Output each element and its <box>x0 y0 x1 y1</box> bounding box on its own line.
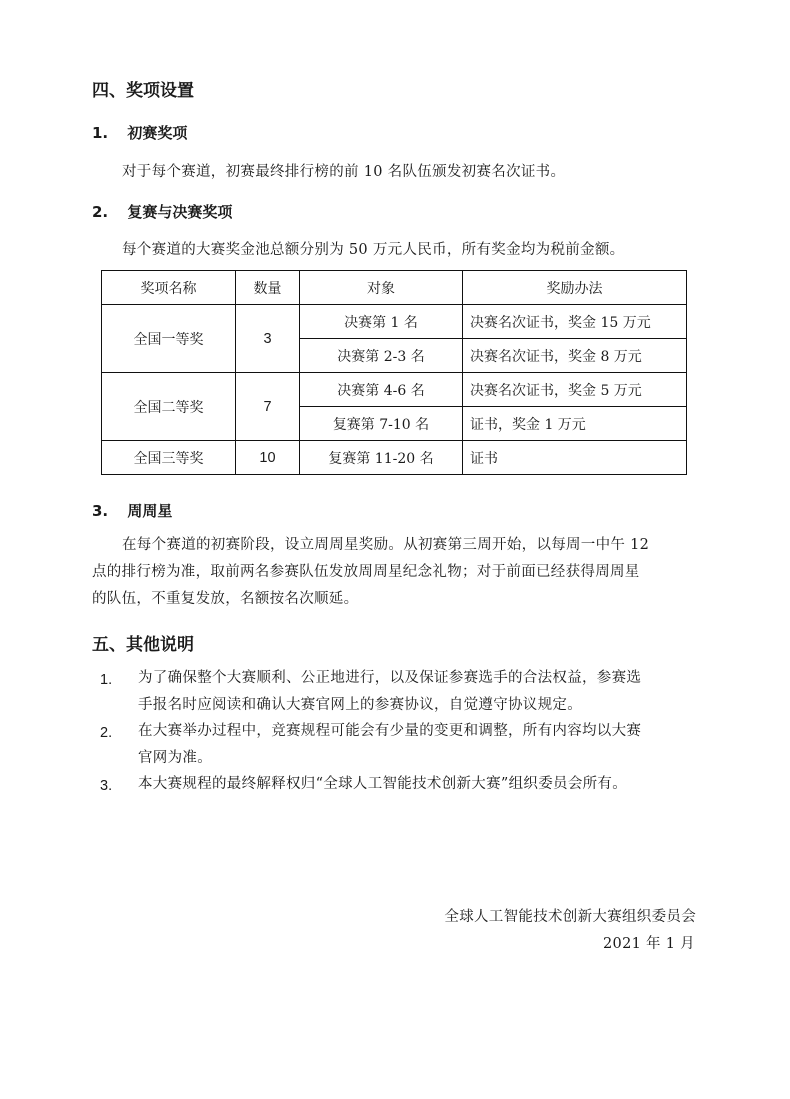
header-quantity: 数量 <box>236 271 300 305</box>
target-cell: 复赛第 11-20 名 <box>300 441 463 475</box>
sub-3-line-1: 在每个赛道的初赛阶段，设立周周星奖励。从初赛第三周开始，以每周一中午 12 <box>122 537 650 553</box>
sub-2-title: 复赛与决赛奖项 <box>127 203 233 221</box>
sub-3-line-2: 点的排行榜为准，取前两名参赛队伍发放周周星纪念礼物；对于前面已经获得周周星 <box>92 564 640 580</box>
award-name-cell: 全国二等奖 <box>102 373 236 441</box>
table-row <box>102 305 687 339</box>
list-item-1-line-1: 为了确保整个大赛顺利、公正地进行，以及保证参赛选手的合法权益，参赛选 <box>138 670 642 686</box>
reward-cell: 决赛名次证书，奖金 15 万元 <box>463 305 687 339</box>
sub-3-title: 周周星 <box>127 502 173 520</box>
list-item-1-number: 1. <box>100 672 113 688</box>
target-cell: 决赛第 2-3 名 <box>300 339 463 373</box>
quantity-cell: 3 <box>236 305 300 373</box>
sub-1-number: 1. <box>92 124 109 142</box>
target-cell: 复赛第 7-10 名 <box>300 407 463 441</box>
section-5-title: 五、其他说明 <box>92 635 194 655</box>
sub-3-number: 3. <box>92 502 109 520</box>
sub-3-line-3: 的队伍，不重复发放，名额按名次顺延。 <box>92 591 359 607</box>
list-item-3-line-1: 本大赛规程的最终解释权归“全球人工智能技术创新大赛”组织委员会所有。 <box>138 776 628 792</box>
quantity-cell: 10 <box>236 441 300 475</box>
signature-date: 2021 年 1 月 <box>603 936 695 952</box>
list-item-1-line-2: 手报名时应阅读和确认大赛官网上的参赛协议，自觉遵守协议规定。 <box>138 697 582 713</box>
target-cell: 决赛第 4-6 名 <box>300 373 463 407</box>
table-row <box>102 373 687 407</box>
award-name-cell: 全国一等奖 <box>102 305 236 373</box>
header-reward: 奖励办法 <box>463 271 687 305</box>
quantity-cell: 7 <box>236 373 300 441</box>
award-name-cell: 全国三等奖 <box>102 441 236 475</box>
list-item-2-line-1: 在大赛举办过程中，竞赛规程可能会有少量的变更和调整，所有内容均以大赛 <box>138 723 642 739</box>
awards-table <box>101 270 687 475</box>
target-cell: 决赛第 1 名 <box>300 305 463 339</box>
table-row <box>102 441 687 475</box>
table-header-row <box>102 271 687 305</box>
list-item-3-number: 3. <box>100 778 113 794</box>
header-target: 对象 <box>300 271 463 305</box>
sub-2-number: 2. <box>92 203 109 221</box>
sub-3-heading <box>92 500 172 521</box>
signature-organization: 全球人工智能技术创新大赛组织委员会 <box>444 909 696 925</box>
reward-cell: 证书 <box>463 441 687 475</box>
reward-cell: 决赛名次证书，奖金 5 万元 <box>463 373 687 407</box>
section-4-title: 四、奖项设置 <box>92 81 194 101</box>
list-item-2-line-2: 官网为准。 <box>138 750 212 766</box>
sub-1-heading <box>92 122 187 143</box>
sub-1-text: 对于每个赛道，初赛最终排行榜的前 10 名队伍颁发初赛名次证书。 <box>122 164 566 180</box>
header-award-name: 奖项名称 <box>102 271 236 305</box>
sub-2-text: 每个赛道的大赛奖金池总额分别为 50 万元人民币，所有奖金均为税前金额。 <box>122 242 625 258</box>
sub-1-title: 初赛奖项 <box>127 124 188 142</box>
reward-cell: 证书，奖金 1 万元 <box>463 407 687 441</box>
sub-2-heading <box>92 201 232 222</box>
reward-cell: 决赛名次证书，奖金 8 万元 <box>463 339 687 373</box>
list-item-2-number: 2. <box>100 725 113 741</box>
